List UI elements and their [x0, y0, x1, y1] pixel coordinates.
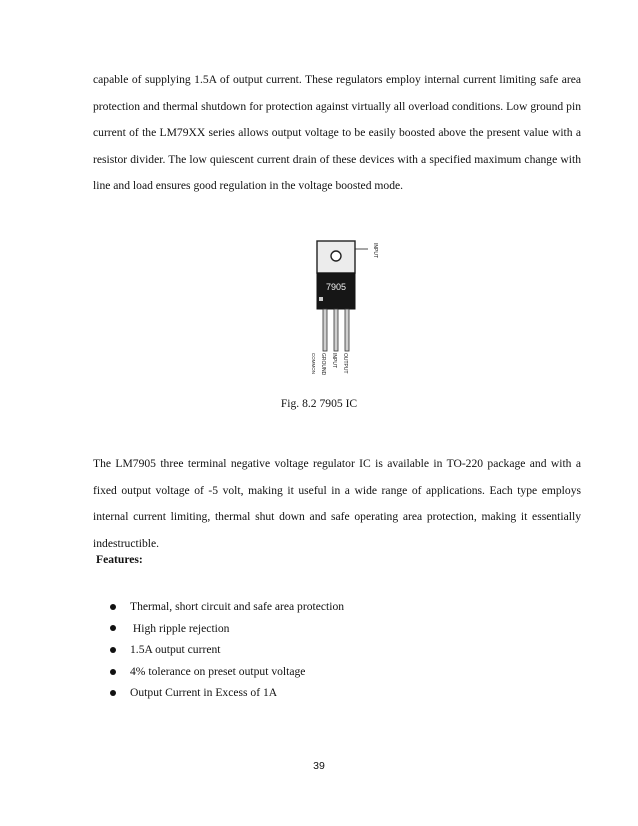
chip-marking: 7905	[325, 282, 347, 292]
list-item	[110, 618, 344, 640]
pin-label-common: COMMON	[311, 353, 316, 374]
feature-text: High ripple rejection	[130, 621, 230, 635]
pin1-marker	[319, 297, 323, 301]
list-item	[110, 661, 344, 683]
pin-label-input: INPUT	[331, 353, 337, 368]
feature-text: Output Current in Excess of 1A	[130, 686, 278, 700]
list-item	[110, 639, 344, 661]
figure-caption: Fig. 8.2 7905 IC	[280, 397, 358, 410]
lead-input	[334, 309, 338, 351]
pin-label-output: OUTPUT	[342, 353, 348, 374]
lead-ground	[323, 309, 327, 351]
bullet-icon	[110, 647, 116, 653]
tab-label: INPUT	[372, 243, 378, 258]
feature-text: 4% tolerance on preset output voltage	[130, 664, 306, 678]
list-item	[110, 682, 344, 704]
ic-photo	[290, 235, 380, 390]
bullet-icon	[110, 625, 116, 631]
paragraph-description: The LM7905 three terminal negative voltage regulator IC is available in TO-220 package and with a fixed output voltage of -5 volt, making it useful in a wide range of applications. Each type employs internal current limiting, thermal shut down and safe operating area protection, making it essentially indestructible.	[93, 457, 581, 550]
ic-7905-illustration	[290, 235, 380, 390]
bullet-icon	[110, 669, 116, 675]
lead-output	[345, 309, 349, 351]
pin-label-ground: GROUND	[320, 353, 326, 376]
features-list	[110, 596, 344, 704]
page-number: 39	[313, 760, 325, 772]
features-heading: Features:	[96, 553, 143, 566]
bullet-icon	[110, 604, 116, 610]
paragraph-intro: capable of supplying 1.5A of output current. These regulators employ internal current limiting safe area protection and thermal shutdown for protection against virtually all overload conditions. Low ground pin current of the LM79XX series allows output voltage to be easily boosted above the present value with a resistor divider. The low quiescent current drain of these devices with a specified maximum change with line and load ensures good regulation in the voltage boosted mode.	[93, 73, 581, 192]
list-item	[110, 596, 344, 618]
feature-text: Thermal, short circuit and safe area protection	[130, 600, 345, 613]
bullet-icon	[110, 690, 116, 696]
mounting-hole	[331, 251, 341, 261]
feature-text: 1.5A output current	[130, 643, 221, 657]
